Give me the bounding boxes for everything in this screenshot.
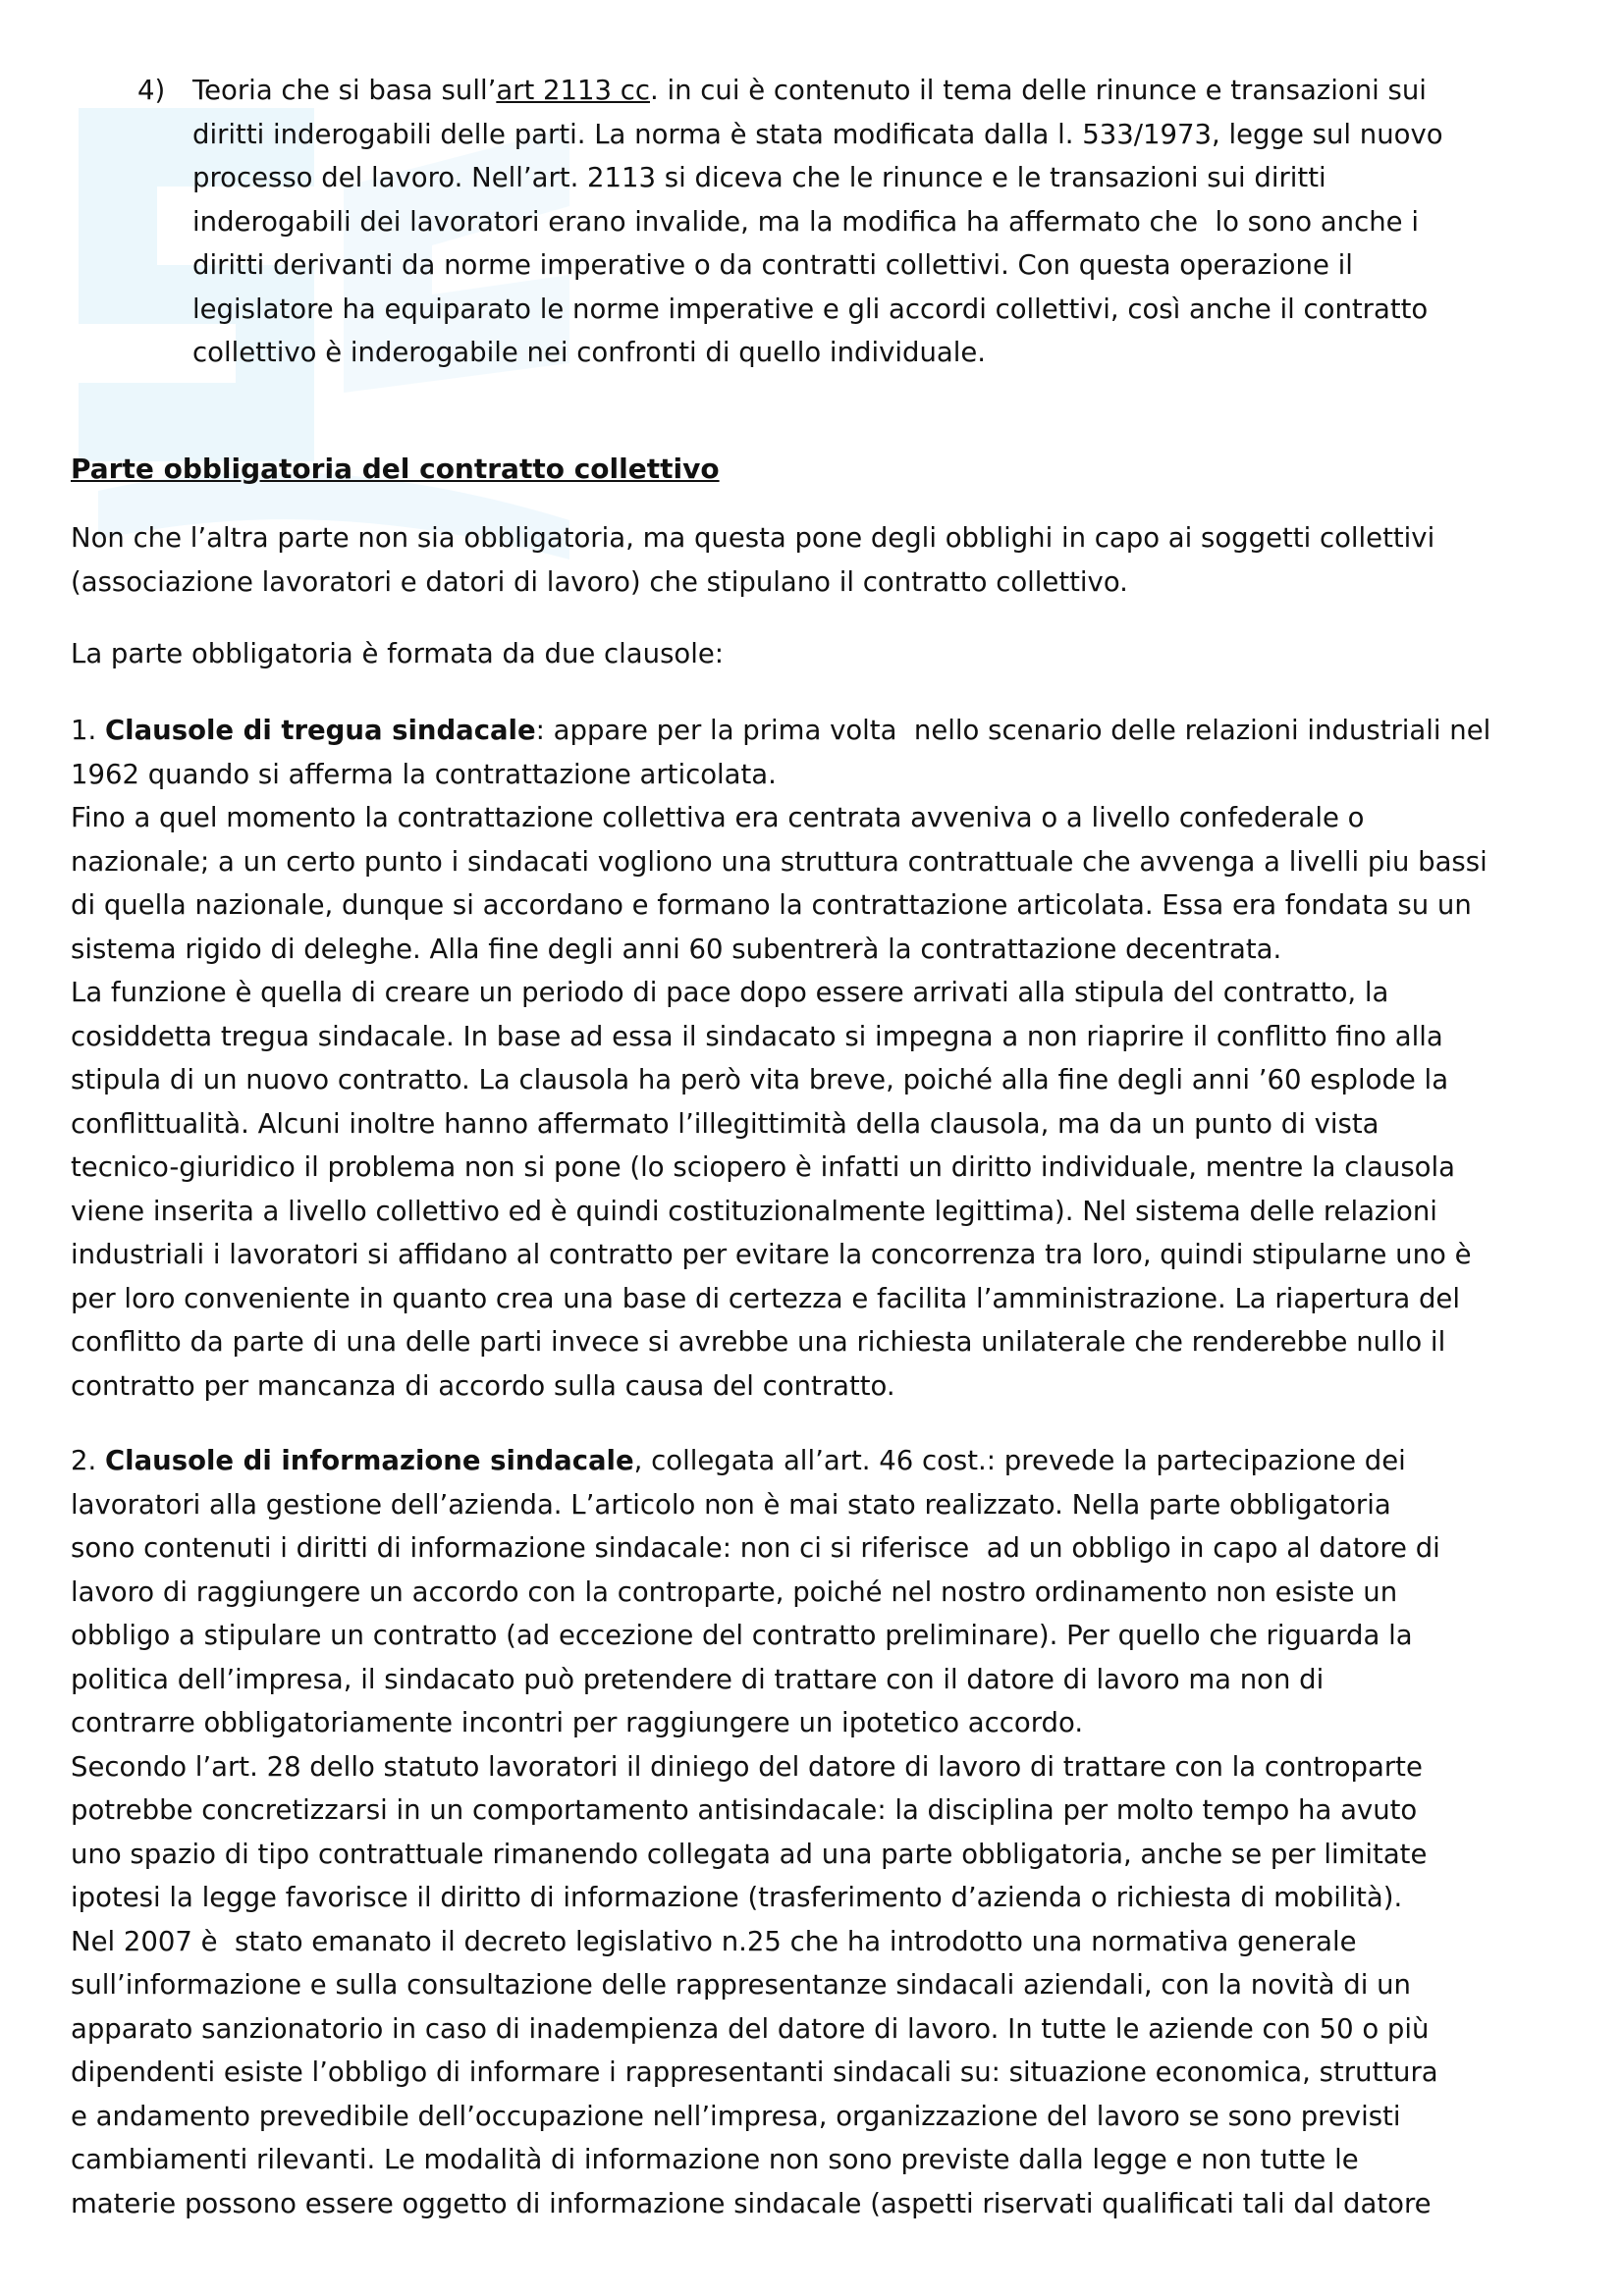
text-line: politica dell’impresa, il sindacato può pretendere di trattare con il datore di lavoro ma non di <box>71 1663 1325 1695</box>
text-line: e andamento prevedibile dell’occupazione nell’impresa, organizzazione del lavoro se sono previsti <box>71 2100 1401 2132</box>
section-heading: Parte obbligatoria del contratto collettivo <box>71 453 720 485</box>
text-line: 1962 quando si afferma la contrattazione articolata. <box>71 758 777 790</box>
text-line: legislatore ha equiparato le norme imperative e gli accordi collettivi, così anche il contratto <box>192 293 1429 325</box>
text-line: tecnico-giuridico il problema non si pone (lo sciopero è infatti un diritto individuale, mentre la clausola <box>71 1151 1455 1183</box>
text-line: per loro conveniente in quanto crea una base di certezza e facilita l’amministrazione. La riapertura del <box>71 1282 1460 1314</box>
text-line: sull’informazione e sulla consultazione delle rappresentanze sindacali aziendali, con la novità di un <box>71 1969 1411 2001</box>
text-line: uno spazio di tipo contrattuale rimanendo collegata ad una parte obbligatoria, anche se per limitate <box>71 1838 1428 1870</box>
text-line: materie possono essere oggetto di informazione sindacale (aspetti riservati qualificati tali dal datore <box>71 2187 1432 2219</box>
text-line: di quella nazionale, dunque si accordano e formano la contrattazione articolata. Essa era fondata su un <box>71 889 1472 921</box>
clause-title: Clausole di informazione sindacale <box>104 1445 634 1476</box>
text-line: sono contenuti i diritti di informazione sindacale: non ci si riferisce ad un obbligo in capo al datore di <box>71 1532 1440 1564</box>
text-line: lavoratori alla gestione dell’azienda. L’articolo non è mai stato realizzato. Nella parte obbligatoria <box>71 1488 1391 1521</box>
text-line: inderogabili dei lavoratori erano invalide, ma la modifica ha affermato che lo sono anche i <box>192 205 1419 238</box>
text-line: Non che l’altra parte non sia obbligatoria, ma questa pone degli obblighi in capo ai soggetti collettivi <box>71 522 1435 554</box>
text-line: ipotesi la legge favorisce il diritto di informazione (trasferimento d’azienda o richiesta di mobilità). <box>71 1882 1403 1913</box>
text-line: cambiamenti rilevanti. Le modalità di informazione non sono previste dalla legge e non tutte le <box>71 2144 1359 2175</box>
text-line: sistema rigido di deleghe. Alla fine degli anni 60 subentrerà la contrattazione decentrata. <box>71 933 1282 965</box>
text-line: contratto per mancanza di accordo sulla causa del contratto. <box>71 1369 895 1402</box>
text-line: 1. Clausole di tregua sindacale: appare per la prima volta nello scenario delle relazioni industriali nel <box>71 715 1491 746</box>
clause-2-paragraph <box>71 1439 1563 2225</box>
text-line: La funzione è quella di creare un periodo di pace dopo essere arrivati alla stipula del contratto, la <box>71 977 1389 1008</box>
text-line: processo del lavoro. Nell’art. 2113 si diceva che le rinunce e le transazioni sui diritti <box>192 162 1326 193</box>
text-line: lavoro di raggiungere un accordo con la controparte, poiché nel nostro ordinamento non esiste un <box>71 1575 1398 1608</box>
text-line: diritti derivanti da norme imperative o da contratti collettivi. Con questa operazione il <box>192 249 1353 281</box>
text-line: industriali i lavoratori si affidano al contratto per evitare la concorrenza tra loro, quindi stipularne uno è <box>71 1239 1472 1270</box>
text-line: dipendenti esiste l’obbligo di informare i rappresentanti sindacali su: situazione economica, struttura <box>71 2056 1438 2088</box>
item-4-paragraph <box>192 69 1567 375</box>
text-line: conflitto da parte di una delle parti invece si avrebbe una richiesta unilaterale che renderebbe nullo il <box>71 1326 1446 1358</box>
text-line: apparato sanzionatorio in caso di inadempienza del datore di lavoro. In tutte le aziende con 50 o più <box>71 2012 1430 2045</box>
text-line: Teoria che si basa sull’art 2113 cc. in cui è contenuto il tema delle rinunce e transazioni sui <box>192 75 1427 106</box>
article-link[interactable]: art 2113 cc <box>496 75 650 106</box>
intro-paragraph <box>71 516 1563 604</box>
text-line: contrarre obbligatoriamente incontri per raggiungere un ipotetico accordo. <box>71 1707 1084 1738</box>
formed-by-paragraph: La parte obbligatoria è formata da due clausole: <box>71 638 725 669</box>
text-line: obbligo a stipulare un contratto (ad eccezione del contratto preliminare). Per quello che riguarda la <box>71 1620 1413 1651</box>
text-line: potrebbe concretizzarsi in un comportamento antisindacale: la disciplina per molto tempo ha avuto <box>71 1794 1418 1826</box>
text-line: cosiddetta tregua sindacale. In base ad essa il sindacato si impegna a non riaprire il conflitto fino alla <box>71 1020 1443 1052</box>
text-line: conflittualità. Alcuni inoltre hanno affermato l’illegittimità della clausola, ma da un punto di vista <box>71 1107 1380 1140</box>
list-number: 4) <box>137 75 166 106</box>
text-line: stipula di un nuovo contratto. La clausola ha però vita breve, poiché alla fine degli anni ’60 esplode la <box>71 1064 1449 1095</box>
text-line: Fino a quel momento la contrattazione collettiva era centrata avveniva o a livello confederale o <box>71 802 1365 833</box>
text-line: viene inserita a livello collettivo ed è quindi costituzionalmente legittima). Nel sistema delle relazioni <box>71 1195 1437 1227</box>
text-line: Secondo l’art. 28 dello statuto lavoratori il diniego del datore di lavoro di trattare con la controparte <box>71 1750 1423 1783</box>
clause-1-paragraph <box>71 709 1563 1408</box>
text-line: (associazione lavoratori e datori di lavoro) che stipulano il contratto collettivo. <box>71 565 1128 598</box>
text-line: collettivo è inderogabile nei confronti di quello individuale. <box>192 337 987 368</box>
clause-title: Clausole di tregua sindacale <box>104 715 536 746</box>
text-line: Nel 2007 è stato emanato il decreto legislativo n.25 che ha introdotto una normativa generale <box>71 1925 1357 1957</box>
text-line: 2. Clausole di informazione sindacale, collegata all’art. 46 cost.: prevede la partecipazione dei <box>71 1445 1406 1476</box>
text-line: nazionale; a un certo punto i sindacati vogliono una struttura contrattuale che avvenga a livelli piu bassi <box>71 845 1488 878</box>
text-line: diritti inderogabili delle parti. La norma è stata modificata dalla l. 533/1973, legge sul nuovo <box>192 118 1443 150</box>
